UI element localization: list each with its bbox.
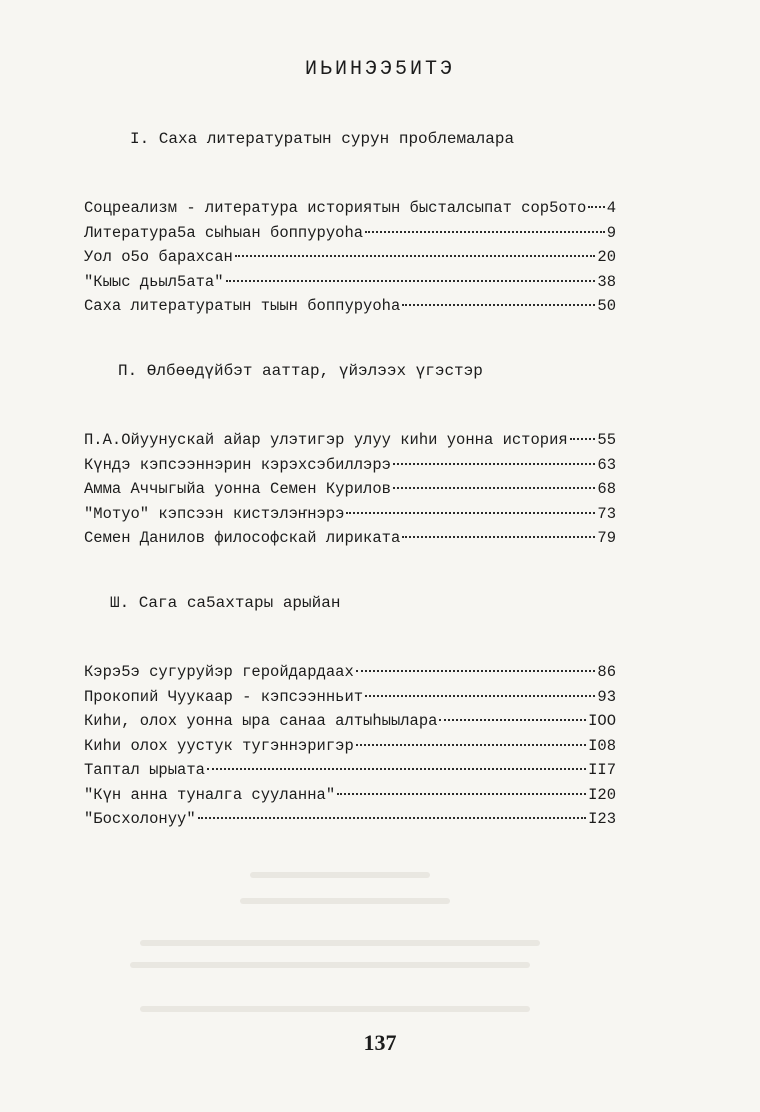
contents-title: ИЬИНЭЭ5ИТЭ [304, 58, 456, 81]
toc-section-3 [84, 660, 616, 832]
toc-entry-page: 93 [597, 687, 616, 706]
toc-entry[interactable] [84, 428, 616, 453]
dot-leader [365, 695, 595, 697]
toc-entry-title: Киһи олох уустук тугэннэригэр [84, 736, 354, 755]
toc-section-2 [84, 428, 616, 551]
toc-entry[interactable] [84, 660, 616, 685]
dot-leader [337, 793, 586, 795]
toc-entry[interactable] [84, 758, 616, 783]
toc-entry[interactable] [84, 196, 616, 221]
dot-leader [402, 536, 595, 538]
dot-leader [207, 768, 586, 770]
toc-entry[interactable] [84, 502, 616, 527]
dot-leader [570, 438, 596, 440]
toc-entry-title: Күндэ кэпсээннэрин кэрэхсэбиллэрэ [84, 455, 391, 474]
show-through-mark [250, 872, 430, 878]
toc-entry-title: Кэрэ5э сугуруйэр геройдардаах [84, 663, 354, 681]
toc-entry[interactable] [84, 270, 616, 295]
toc-entry-title: Саха литературатын тыын боппуруоһа [84, 297, 401, 315]
toc-entry-page: II7 [588, 761, 616, 779]
section-heading-2: П. Өлбөөдүйбэт ааттар, үйэлээх үгэстэр [118, 362, 483, 380]
dot-leader [346, 512, 595, 514]
dot-leader [356, 744, 586, 746]
toc-entry-page: IOO [588, 712, 616, 730]
show-through-mark [140, 940, 540, 946]
dot-leader [393, 463, 595, 465]
toc-entry-page: I08 [588, 736, 616, 755]
toc-entry[interactable] [84, 477, 616, 502]
toc-entry[interactable] [84, 709, 616, 734]
toc-entry[interactable] [84, 245, 616, 270]
toc-entry-page: 79 [597, 529, 616, 547]
toc-entry-title: "Кыыс дьыл5ата" [84, 272, 224, 291]
toc-entry[interactable] [84, 807, 616, 832]
toc-entry-title: "Босхолонуу" [84, 810, 196, 828]
toc-entry-title: "Мотуо" кэпсээн кистэлэҥнэрэ [84, 504, 345, 523]
toc-entry-page: 20 [597, 248, 616, 266]
toc-entry-page: 68 [597, 480, 616, 498]
toc-entry-page: 38 [597, 272, 616, 291]
toc-entry-page: 73 [597, 504, 616, 523]
toc-entry[interactable] [84, 453, 616, 478]
toc-entry-title: Амма Аччыгыйа уонна Семен Курилов [84, 480, 391, 498]
toc-entry-page: I20 [588, 785, 616, 804]
show-through-mark [240, 898, 450, 904]
toc-entry-page: 86 [597, 663, 616, 681]
toc-section-1 [84, 196, 616, 319]
toc-entry-title: Прокопий Чуукаар - кэпсээнньит [84, 687, 364, 706]
page-number: 137 [363, 1030, 397, 1055]
toc-entry[interactable] [84, 294, 616, 319]
dot-leader [588, 206, 604, 208]
dot-leader [235, 255, 596, 257]
toc-entry-page: 9 [606, 223, 616, 242]
toc-entry[interactable] [84, 734, 616, 759]
toc-entry-title: Уол о5о барахсан [84, 248, 233, 266]
dot-leader [365, 231, 605, 233]
toc-entry[interactable] [84, 685, 616, 710]
toc-entry-title: П.А.Ойуунускай айар улэтигэр улуу киһи уонна история [84, 431, 568, 449]
toc-entry-title: Соцреализм - литература историятын бысталсыпат сор5ото [84, 199, 587, 217]
toc-entry-page: 55 [597, 431, 616, 449]
toc-entry-page: 4 [606, 199, 616, 217]
toc-entry-title: Киһи, олох уонна ыра санаа алтыһыылара [84, 712, 438, 730]
dot-leader [402, 304, 595, 306]
toc-entry-title: Семен Данилов философскай лириката [84, 529, 401, 547]
toc-entry-page: 63 [597, 455, 616, 474]
toc-entry-title: Таптал ырыата [84, 761, 205, 779]
dot-leader [226, 280, 596, 282]
show-through-mark [130, 962, 530, 968]
toc-entry[interactable] [84, 526, 616, 551]
toc-entry[interactable] [84, 783, 616, 808]
toc-entry[interactable] [84, 221, 616, 246]
section-heading-3: Ш. Сага са5ахтары арыйан [110, 594, 341, 612]
section-heading-1: I. Саха литературатын сурун проблемалара [130, 130, 515, 148]
toc-entry-page: 50 [597, 297, 616, 315]
dot-leader [356, 670, 596, 672]
toc-entry-title: Литература5а сыһыан боппуруоһа [84, 223, 364, 242]
toc-entry-title: "Күн анна туналга сууланна" [84, 785, 336, 804]
dot-leader [393, 487, 595, 489]
dot-leader [439, 719, 586, 721]
show-through-mark [140, 1006, 530, 1012]
toc-entry-page: I23 [588, 810, 616, 828]
dot-leader [198, 817, 586, 819]
